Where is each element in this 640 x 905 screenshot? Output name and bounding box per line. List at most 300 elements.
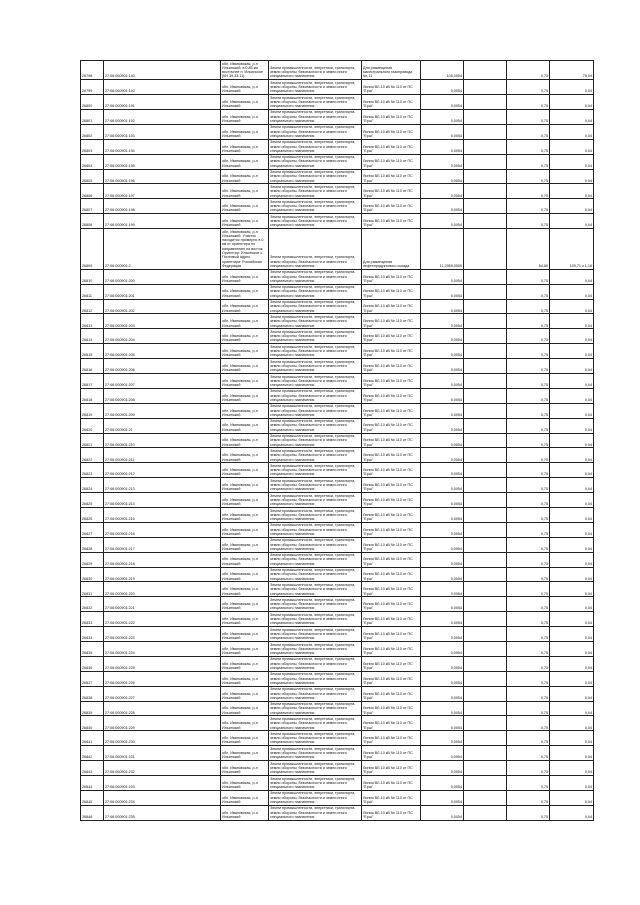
rate-cell: 0,75: [507, 169, 550, 184]
table-row: [81, 214, 594, 229]
address-cell: обл. Ивановская, р-н Ильинский: [221, 746, 269, 761]
area-cell: 0,0054: [421, 433, 464, 448]
cadastral-number-cell: 27:06:000901:215: [104, 508, 221, 523]
cadastral-number-cell: 27:06:000901:232: [104, 761, 221, 776]
row-id-cell: 26843: [81, 761, 104, 776]
permitted-use-cell: Линия ВЛ-10 кВ № 110 от ПС "Ерш": [362, 184, 421, 199]
permitted-use-cell: Линия ВЛ-10 кВ № 110 от ПС "Ерш": [362, 109, 421, 124]
row-id-cell: 26840: [81, 716, 104, 731]
land-category-cell: Земли промышленности, энергетики, транспорта, земли обороны, безопасности и земли иного специального назначения: [269, 597, 362, 612]
permitted-use-cell: Линия ВЛ-10 кВ № 110 от ПС "Ерш": [362, 478, 421, 493]
value-cell-7: [464, 284, 507, 299]
amount-cell: 0,04: [550, 731, 594, 746]
value-cell-7: [464, 552, 507, 567]
table-row: [81, 508, 594, 523]
table-row: [81, 790, 594, 805]
address-cell: обл. Ивановская, р-н Ильинский: [221, 463, 269, 478]
rate-cell: 0,75: [507, 567, 550, 582]
row-id-cell: 26812: [81, 299, 104, 314]
permitted-use-cell: Линия ВЛ-10 кВ № 110 от ПС "Ерш": [362, 642, 421, 657]
rate-cell: 0,75: [507, 627, 550, 642]
table-row: [81, 284, 594, 299]
area-cell: 0,0054: [421, 329, 464, 344]
amount-cell: 0,04: [550, 537, 594, 552]
area-cell: 0,0054: [421, 582, 464, 597]
value-cell-7: [464, 671, 507, 686]
permitted-use-cell: Линия ВЛ-10 кВ № 110 от ПС "Ерш": [362, 433, 421, 448]
permitted-use-cell: Линия ВЛ-10 кВ № 110 от ПС "Ерш": [362, 522, 421, 537]
table-row: [81, 642, 594, 657]
amount-cell: 0,04: [550, 344, 594, 359]
area-cell: 0,0054: [421, 344, 464, 359]
permitted-use-cell: Линия ВЛ-10 кВ № 110 от ПС "Ерш": [362, 776, 421, 791]
rate-cell: 0,75: [507, 716, 550, 731]
rate-cell: 0,75: [507, 344, 550, 359]
rate-cell: 0,75: [507, 731, 550, 746]
row-id-cell: 26826: [81, 508, 104, 523]
permitted-use-cell: Линия ВЛ-10 кВ № 110 от ПС "Ерш": [362, 199, 421, 214]
address-cell: обл. Ивановская, р-н Ильинский: [221, 109, 269, 124]
rate-cell: 0,75: [507, 508, 550, 523]
address-cell: обл. Ивановская, р-н Ильинский: [221, 214, 269, 229]
table-row: [81, 80, 594, 95]
amount-cell: 0,04: [550, 418, 594, 433]
table-row: [81, 746, 594, 761]
land-category-cell: Земли промышленности, энергетики, транспорта, земли обороны, безопасности и земли иного специального назначения: [269, 229, 362, 270]
permitted-use-cell: Линия ВЛ-10 кВ № 110 от ПС "Ерш": [362, 403, 421, 418]
amount-cell: 0,04: [550, 656, 594, 671]
cadastral-number-cell: 27:06:000901:198: [104, 199, 221, 214]
address-cell: обл. Ивановская, р-н Ильинский: [221, 169, 269, 184]
area-cell: 0,0054: [421, 731, 464, 746]
value-cell-7: [464, 214, 507, 229]
amount-cell: 0,04: [550, 463, 594, 478]
value-cell-7: [464, 374, 507, 389]
row-id-cell: 26835: [81, 642, 104, 657]
permitted-use-cell: Линия ВЛ-10 кВ № 110 от ПС "Ерш": [362, 139, 421, 154]
amount-cell: 0,04: [550, 508, 594, 523]
value-cell-7: [464, 95, 507, 110]
area-cell: 0,0054: [421, 403, 464, 418]
land-category-cell: Земли промышленности, энергетики, транспорта, земли обороны, безопасности и земли иного специального назначения: [269, 433, 362, 448]
row-id-cell: 26814: [81, 329, 104, 344]
area-cell: 0,0054: [421, 790, 464, 805]
land-category-cell: Земли промышленности, энергетики, транспорта, земли обороны, безопасности и земли иного специального назначения: [269, 746, 362, 761]
value-cell-7: [464, 701, 507, 716]
row-id-cell: 26798: [81, 61, 104, 80]
row-id-cell: 26820: [81, 418, 104, 433]
rate-cell: 0,75: [507, 359, 550, 374]
table-row: [81, 433, 594, 448]
address-cell: обл. Ивановская, р-н Ильинский: [221, 344, 269, 359]
area-cell: 0,0054: [421, 359, 464, 374]
land-category-cell: Земли промышленности, энергетики, транспорта, земли обороны, безопасности и земли иного специального назначения: [269, 686, 362, 701]
area-cell: 0,0054: [421, 642, 464, 657]
area-cell: 0,0054: [421, 448, 464, 463]
value-cell-7: [464, 80, 507, 95]
area-cell: 0,0054: [421, 478, 464, 493]
cadastral-number-cell: 27:06:000901:235: [104, 805, 221, 820]
address-cell: обл. Ивановская, р-н Ильинский: [221, 299, 269, 314]
address-cell: обл. Ивановская, р-н Ильинский: [221, 671, 269, 686]
permitted-use-cell: Линия ВЛ-10 кВ № 110 от ПС "Ерш": [362, 418, 421, 433]
amount-cell: 0,04: [550, 199, 594, 214]
land-category-cell: Земли промышленности, энергетики, транспорта, земли обороны, безопасности и земли иного специального назначения: [269, 344, 362, 359]
table-row: [81, 686, 594, 701]
area-cell: 0,0054: [421, 776, 464, 791]
land-category-cell: Земли промышленности, энергетики, транспорта, земли обороны, безопасности и земли иного специального назначения: [269, 80, 362, 95]
land-category-cell: Земли промышленности, энергетики, транспорта, земли обороны, безопасности и земли иного специального назначения: [269, 154, 362, 169]
cadastral-number-cell: 27:06:000901:21: [104, 418, 221, 433]
row-id-cell: 26805: [81, 169, 104, 184]
row-id-cell: 26842: [81, 746, 104, 761]
value-cell-7: [464, 508, 507, 523]
table-row: [81, 388, 594, 403]
cadastral-number-cell: 27:06:000901:140: [104, 61, 221, 80]
value-cell-7: [464, 716, 507, 731]
address-cell: обл. Ивановская, р-н Ильинский. Участок находится примерно в 0 км от ориентира по направлению на восток. Ориентир: Ильинское с. Почтовый адрес ориентира: Российская Федерация: [221, 229, 269, 270]
amount-cell: 0,04: [550, 448, 594, 463]
value-cell-7: [464, 493, 507, 508]
area-cell: 0,0054: [421, 269, 464, 284]
value-cell-7: [464, 686, 507, 701]
permitted-use-cell: Линия ВЛ-10 кВ № 110 от ПС "Ерш": [362, 552, 421, 567]
cadastral-number-cell: 27:06:000901:224: [104, 642, 221, 657]
amount-cell: 0,04: [550, 776, 594, 791]
area-cell: 0,0054: [421, 493, 464, 508]
value-cell-7: [464, 124, 507, 139]
cadastral-number-cell: 27:06:000901:211: [104, 448, 221, 463]
amount-cell: 0,04: [550, 686, 594, 701]
land-category-cell: Земли промышленности, энергетики, транспорта, земли обороны, безопасности и земли иного специального назначения: [269, 493, 362, 508]
table-row: [81, 169, 594, 184]
permitted-use-cell: Линия ВЛ-10 кВ № 110 от ПС "Ерш": [362, 284, 421, 299]
rate-cell: 0,75: [507, 448, 550, 463]
permitted-use-cell: Линия ВЛ-10 кВ № 110 от ПС "Ерш": [362, 95, 421, 110]
amount-cell: 0,04: [550, 109, 594, 124]
rate-cell: 0,75: [507, 478, 550, 493]
rate-cell: 0,75: [507, 329, 550, 344]
cadastral-number-cell: 27:06:000901:230: [104, 731, 221, 746]
row-id-cell: 26825: [81, 493, 104, 508]
table-row: [81, 761, 594, 776]
amount-cell: 0,04: [550, 597, 594, 612]
table-row: [81, 95, 594, 110]
table-row: [81, 329, 594, 344]
permitted-use-cell: Линия ВЛ-10 кВ № 110 от ПС "Ерш": [362, 597, 421, 612]
land-category-cell: Земли промышленности, энергетики, транспорта, земли обороны, безопасности и земли иного специального назначения: [269, 642, 362, 657]
land-category-cell: Земли промышленности, энергетики, транспорта, земли обороны, безопасности и земли иного специального назначения: [269, 671, 362, 686]
table-row: [81, 154, 594, 169]
cadastral-number-cell: 27:06:000901:231: [104, 746, 221, 761]
address-cell: обл. Ивановская, р-н Ильинский: [221, 508, 269, 523]
rate-cell: 64,80: [507, 229, 550, 270]
area-cell: 0,0054: [421, 686, 464, 701]
row-id-cell: 26832: [81, 597, 104, 612]
area-cell: 0,0054: [421, 124, 464, 139]
amount-cell: 0,04: [550, 359, 594, 374]
area-cell: 0,0054: [421, 299, 464, 314]
value-cell-7: [464, 139, 507, 154]
area-cell: 0,0054: [421, 199, 464, 214]
row-id-cell: 26828: [81, 537, 104, 552]
amount-cell: 0,04: [550, 124, 594, 139]
area-cell: 0,0054: [421, 154, 464, 169]
land-category-cell: Земли промышленности, энергетики, транспорта, земли обороны, безопасности и земли иного специального назначения: [269, 463, 362, 478]
land-category-cell: Земли промышленности, энергетики, транспорта, земли обороны, безопасности и земли иного специального назначения: [269, 716, 362, 731]
address-cell: обл. Ивановская, р-н Ильинский: [221, 403, 269, 418]
cadastral-number-cell: 27:06:000901:206: [104, 359, 221, 374]
area-cell: 0,0054: [421, 284, 464, 299]
value-cell-7: [464, 790, 507, 805]
rate-cell: 0,75: [507, 642, 550, 657]
amount-cell: 0,04: [550, 214, 594, 229]
row-id-cell: 26833: [81, 612, 104, 627]
cadastral-number-cell: 27:06:000901:140: [104, 80, 221, 95]
row-id-cell: 26824: [81, 478, 104, 493]
amount-cell: 0,04: [550, 552, 594, 567]
table-row: [81, 109, 594, 124]
cadastral-number-cell: 27:06:000901:229: [104, 716, 221, 731]
land-category-cell: Земли промышленности, энергетики, транспорта, земли обороны, безопасности и земли иного специального назначения: [269, 731, 362, 746]
amount-cell: 79,04: [550, 61, 594, 80]
amount-cell: 0,04: [550, 761, 594, 776]
land-category-cell: Земли промышленности, энергетики, транспорта, земли обороны, безопасности и земли иного специального назначения: [269, 214, 362, 229]
address-cell: обл. Ивановская, р-н Ильинский: [221, 642, 269, 657]
amount-cell: 0,04: [550, 154, 594, 169]
area-cell: 105,0054: [421, 61, 464, 80]
row-id-cell: 26821: [81, 433, 104, 448]
value-cell-7: [464, 597, 507, 612]
address-cell: обл. Ивановская, р-н Ильинский: [221, 805, 269, 820]
area-cell: 0,0054: [421, 418, 464, 433]
rate-cell: 0,75: [507, 374, 550, 389]
table-row: [81, 61, 594, 80]
address-cell: обл. Ивановская, р-н Ильинский: [221, 537, 269, 552]
permitted-use-cell: Линия ВЛ-10 кВ № 110 от ПС "Ерш": [362, 299, 421, 314]
land-category-cell: Земли промышленности, энергетики, транспорта, земли обороны, безопасности и земли иного специального назначения: [269, 61, 362, 80]
permitted-use-cell: Линия ВЛ-10 кВ № 110 от ПС "Ерш": [362, 790, 421, 805]
value-cell-7: [464, 314, 507, 329]
rate-cell: 0,75: [507, 124, 550, 139]
row-id-cell: 26823: [81, 463, 104, 478]
permitted-use-cell: Линия ВЛ-10 кВ № 110 от ПС "Ерш": [362, 582, 421, 597]
table-row: [81, 612, 594, 627]
row-id-cell: 26808: [81, 214, 104, 229]
value-cell-7: [464, 746, 507, 761]
address-cell: обл. Ивановская, р-н Ильинский: [221, 95, 269, 110]
cadastral-number-cell: 27:06:000901:213: [104, 478, 221, 493]
value-cell-7: [464, 522, 507, 537]
land-category-cell: Земли промышленности, энергетики, транспорта, земли обороны, безопасности и земли иного специального назначения: [269, 552, 362, 567]
table-row: [81, 344, 594, 359]
address-cell: обл. Ивановская, р-н Ильинский: [221, 627, 269, 642]
rate-cell: 0,75: [507, 493, 550, 508]
address-cell: обл. Ивановская, р-н Ильинский: [221, 124, 269, 139]
rate-cell: 0,75: [507, 761, 550, 776]
table-row: [81, 124, 594, 139]
table-row: [81, 537, 594, 552]
permitted-use-cell: Линия ВЛ-10 кВ № 110 от ПС "Ерш": [362, 612, 421, 627]
land-category-cell: Земли промышленности, энергетики, транспорта, земли обороны, безопасности и земли иного специального назначения: [269, 139, 362, 154]
address-cell: обл. Ивановская, р-н Ильинский: [221, 478, 269, 493]
value-cell-7: [464, 805, 507, 820]
address-cell: обл. Ивановская, р-н Ильинский: [221, 154, 269, 169]
land-category-cell: Земли промышленности, энергетики, транспорта, земли обороны, безопасности и земли иного специального назначения: [269, 284, 362, 299]
row-id-cell: 26822: [81, 448, 104, 463]
amount-cell: 0,04: [550, 403, 594, 418]
cadastral-number-cell: 27:06:000901:208: [104, 388, 221, 403]
row-id-cell: 26836: [81, 656, 104, 671]
address-cell: обл. Ивановская, р-н Ильинский: [221, 418, 269, 433]
cadastral-number-cell: 27:06:000901:196: [104, 169, 221, 184]
cadastral-number-cell: 27:06:000901:217: [104, 537, 221, 552]
table-row: [81, 418, 594, 433]
area-cell: 0,0054: [421, 671, 464, 686]
value-cell-7: [464, 154, 507, 169]
amount-cell: 0,04: [550, 716, 594, 731]
row-id-cell: 26809: [81, 229, 104, 270]
row-id-cell: 26815: [81, 344, 104, 359]
land-parcel-table: [80, 60, 594, 821]
area-cell: 0,0054: [421, 612, 464, 627]
value-cell-7: [464, 388, 507, 403]
permitted-use-cell: Линия ВЛ-10 кВ № 110 от ПС "Ерш": [362, 344, 421, 359]
address-cell: обл. Ивановская, р-н Ильинский: [221, 776, 269, 791]
address-cell: обл. Ивановская, р-н Ильинский: [221, 701, 269, 716]
rate-cell: 0,75: [507, 463, 550, 478]
amount-cell: 0,04: [550, 701, 594, 716]
rate-cell: 0,75: [507, 597, 550, 612]
row-id-cell: 26818: [81, 388, 104, 403]
cadastral-number-cell: 27:06:000901:201: [104, 284, 221, 299]
row-id-cell: 26846: [81, 805, 104, 820]
land-category-cell: Земли промышленности, энергетики, транспорта, земли обороны, безопасности и земли иного специального назначения: [269, 508, 362, 523]
amount-cell: 0,04: [550, 139, 594, 154]
cadastral-number-cell: 27:06:000901:214: [104, 493, 221, 508]
table-row: [81, 403, 594, 418]
rate-cell: 0,75: [507, 701, 550, 716]
address-cell: обл. Ивановская, р-н Ильинский: [221, 582, 269, 597]
amount-cell: 0,04: [550, 433, 594, 448]
land-category-cell: Земли промышленности, энергетики, транспорта, земли обороны, безопасности и земли иного специального назначения: [269, 478, 362, 493]
permitted-use-cell: Линия ВЛ-10 кВ № 110 от ПС "Ерш": [362, 716, 421, 731]
rate-cell: 0,75: [507, 418, 550, 433]
row-id-cell: 26831: [81, 582, 104, 597]
table-row: [81, 671, 594, 686]
amount-cell: 0,04: [550, 671, 594, 686]
row-id-cell: 26819: [81, 403, 104, 418]
area-cell: 11,2959,0000: [421, 229, 464, 270]
row-id-cell: 26813: [81, 314, 104, 329]
amount-cell: 0,04: [550, 269, 594, 284]
rate-cell: 0,75: [507, 403, 550, 418]
land-category-cell: Земли промышленности, энергетики, транспорта, земли обороны, безопасности и земли иного специального назначения: [269, 124, 362, 139]
cadastral-number-cell: 27:06:000901:199: [104, 214, 221, 229]
table-row: [81, 139, 594, 154]
address-cell: обл. Ивановская, р-н Ильинский: [221, 359, 269, 374]
land-category-cell: Земли промышленности, энергетики, транспорта, земли обороны, безопасности и земли иного специального назначения: [269, 805, 362, 820]
cadastral-number-cell: 27:06:000901:203: [104, 314, 221, 329]
land-category-cell: Земли промышленности, энергетики, транспорта, земли обороны, безопасности и земли иного специального назначения: [269, 701, 362, 716]
land-category-cell: Земли промышленности, энергетики, транспорта, земли обороны, безопасности и земли иного специального назначения: [269, 537, 362, 552]
value-cell-7: [464, 642, 507, 657]
table-row: [81, 493, 594, 508]
address-cell: обл. Ивановская, р-н Ильинский: [221, 284, 269, 299]
cadastral-number-cell: 27:06:000901:222: [104, 612, 221, 627]
row-id-cell: 26834: [81, 627, 104, 642]
permitted-use-cell: Для размещения нефтепродуктового склада: [362, 229, 421, 270]
row-id-cell: 26844: [81, 776, 104, 791]
value-cell-7: [464, 656, 507, 671]
area-cell: 0,0054: [421, 80, 464, 95]
rate-cell: 0,75: [507, 656, 550, 671]
address-cell: обл. Ивановская, р-н Ильинский: [221, 80, 269, 95]
rate-cell: 0,75: [507, 61, 550, 80]
permitted-use-cell: Линия ВЛ-10 кВ № 110 от ПС "Ерш": [362, 701, 421, 716]
rate-cell: 0,75: [507, 686, 550, 701]
address-cell: обл. Ивановская, р-н Ильинский: [221, 716, 269, 731]
permitted-use-cell: Линия ВЛ-10 кВ № 110 от ПС "Ерш": [362, 463, 421, 478]
amount-cell: 0,04: [550, 493, 594, 508]
land-category-cell: Земли промышленности, энергетики, транспорта, земли обороны, безопасности и земли иного специального назначения: [269, 314, 362, 329]
cadastral-number-cell: 27:06:000901:212: [104, 463, 221, 478]
cadastral-number-cell: 27:06:000901:234: [104, 790, 221, 805]
value-cell-7: [464, 582, 507, 597]
area-cell: 0,0054: [421, 552, 464, 567]
area-cell: 0,0054: [421, 508, 464, 523]
amount-cell: 0,04: [550, 314, 594, 329]
address-cell: обл. Ивановская, р-н Ильинский: [221, 314, 269, 329]
address-cell: обл. Ивановская, р-н Ильинский: [221, 329, 269, 344]
address-cell: обл. Ивановская, р-н Ильинский: [221, 199, 269, 214]
rate-cell: 0,75: [507, 746, 550, 761]
row-id-cell: 26806: [81, 184, 104, 199]
permitted-use-cell: Линия ВЛ-10 кВ № 110 от ПС "Ерш": [362, 169, 421, 184]
address-cell: обл. Ивановская, р-н Ильинский: [221, 552, 269, 567]
rate-cell: 0,75: [507, 80, 550, 95]
permitted-use-cell: Линия ВЛ-10 кВ № 110 от ПС "Ерш": [362, 805, 421, 820]
address-cell: обл. Ивановская, р-н Ильинский: [221, 184, 269, 199]
area-cell: 0,0054: [421, 537, 464, 552]
value-cell-7: [464, 403, 507, 418]
value-cell-7: [464, 433, 507, 448]
amount-cell: 0,04: [550, 478, 594, 493]
cadastral-number-cell: 27:06:000901:205: [104, 344, 221, 359]
area-cell: 0,0054: [421, 184, 464, 199]
land-category-cell: Земли промышленности, энергетики, транспорта, земли обороны, безопасности и земли иного специального назначения: [269, 403, 362, 418]
table-row: [81, 552, 594, 567]
land-category-cell: Земли промышленности, энергетики, транспорта, земли обороны, безопасности и земли иного специального назначения: [269, 199, 362, 214]
permitted-use-cell: Линия ВЛ-10 кВ № 110 от ПС "Ерш": [362, 567, 421, 582]
area-cell: 0,0054: [421, 805, 464, 820]
cadastral-number-cell: 27:06:000901:209: [104, 403, 221, 418]
address-cell: обл. Ивановская, р-н Ильинский: [221, 433, 269, 448]
land-category-cell: Земли промышленности, энергетики, транспорта, земли обороны, безопасности и земли иного специального назначения: [269, 776, 362, 791]
cadastral-number-cell: 27:06:000901:218: [104, 552, 221, 567]
area-cell: 0,0054: [421, 567, 464, 582]
table-row: [81, 567, 594, 582]
permitted-use-cell: Линия ВЛ-10 кВ № 110 от ПС "Ерш": [362, 731, 421, 746]
amount-cell: 0,04: [550, 95, 594, 110]
rate-cell: 0,75: [507, 284, 550, 299]
table-row: [81, 374, 594, 389]
address-cell: обл. Ивановская, р-н Ильинский: [221, 656, 269, 671]
table-row: [81, 199, 594, 214]
land-category-cell: Земли промышленности, энергетики, транспорта, земли обороны, безопасности и земли иного специального назначения: [269, 169, 362, 184]
table-row: [81, 805, 594, 820]
amount-cell: 0,04: [550, 627, 594, 642]
